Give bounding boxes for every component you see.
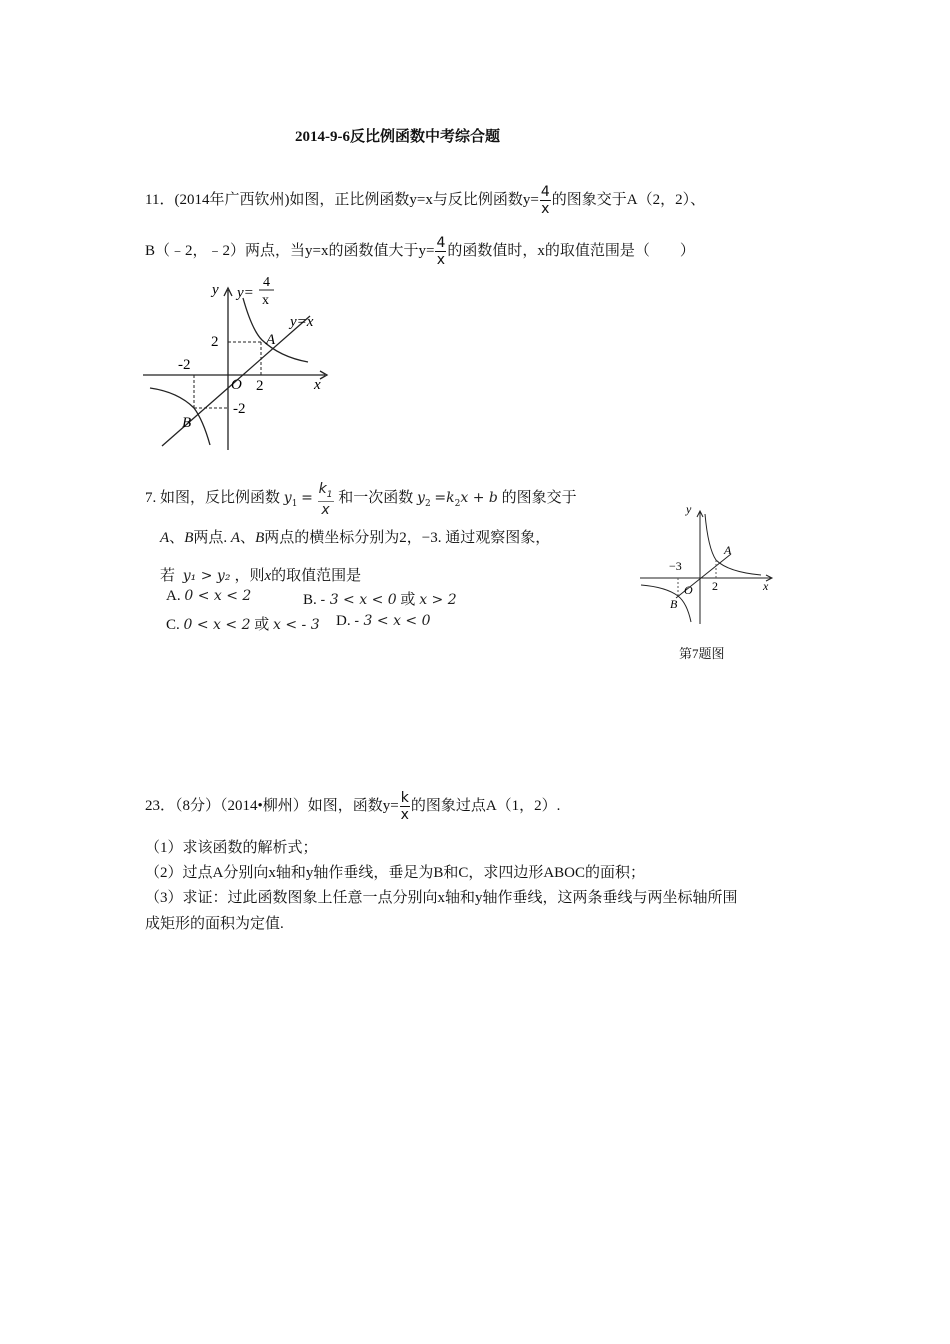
q11-line-1 [145, 185, 705, 216]
q7-option-b-math-2: x > 2 [419, 592, 457, 608]
q7-label-x: x [763, 579, 769, 593]
q11-label-x: x [314, 377, 321, 393]
q11-fraction-1 [540, 185, 551, 216]
q11-label-line: y=x [290, 314, 314, 330]
q23-frac-num: k [400, 790, 409, 806]
q7-k2-sub: 2 [454, 498, 461, 509]
q7-option-b-math-1: - 3 < x < 0 [320, 592, 397, 608]
q7-eq2: = [434, 489, 447, 506]
q11-label-2y: 2 [211, 334, 219, 350]
q7-text-3c: 的取值范围是 [271, 568, 362, 584]
q11-label-func-prefix: y= [237, 285, 254, 301]
q7-line-2 [160, 526, 550, 547]
q7-line-1 [145, 482, 577, 517]
q11-graph [140, 270, 340, 455]
q7-hyperbola-upper [705, 514, 761, 575]
q7-text-1b: 和一次函数 [338, 489, 414, 506]
q23-line-1 [145, 791, 560, 822]
q7-option-d-math: - 3 < x < 0 [354, 613, 431, 629]
q7-inequality: y₁ > y₂ [182, 568, 231, 584]
q23-part-1: （1）求该函数的解析式； [145, 840, 318, 856]
q7-point-A: A [160, 530, 170, 546]
q7-option-c-math-2: x < - 3 [273, 617, 320, 633]
q7-option-b-or: 或 [400, 592, 416, 608]
q11-text-2a: B（﹣2，﹣2）两点，当y=x的函数值大于y= [145, 242, 435, 259]
q11-label-O: O [231, 377, 242, 393]
page-title: 2014-9-6反比例函数中考综合题 [295, 129, 500, 145]
q7-k1-sub: 1 [326, 489, 333, 500]
q7-text-2d: 两点的横坐标分别为2，−3. 通过观察图象， [264, 530, 551, 546]
q7-fraction [318, 482, 334, 517]
q23-text-1b: 的图象过点A（1，2）. [410, 797, 561, 814]
q7-option-c-or: 或 [254, 617, 270, 633]
q11-fraction-2 [435, 236, 446, 267]
q7-point-B2: B [255, 530, 265, 546]
q7-point-B: B [184, 530, 194, 546]
q7-point-A2: A [230, 530, 241, 546]
q11-label-func-num: 4 [263, 275, 270, 290]
q7-option-a [166, 588, 251, 605]
q11-label-y: y [212, 282, 219, 298]
q7-label-O: O [684, 583, 693, 597]
q7-label-2: 2 [712, 579, 718, 593]
q7-option-d [336, 613, 431, 630]
q7-text-3x: x [264, 568, 272, 584]
q7-label-neg3: −3 [669, 559, 682, 573]
q7-option-c [166, 613, 320, 634]
q7-figure-caption: 第7题图 [679, 646, 725, 661]
q7-frac-num [318, 482, 334, 502]
q11-label-func-den: x [262, 293, 269, 308]
q7-option-b-label: B. [303, 592, 317, 608]
q11-label-2x: 2 [256, 378, 264, 394]
q11-label-neg2x: -2 [178, 357, 191, 373]
q23-part-2: （2）过点A分别向x轴和y轴作垂线，垂足为B和C，求四边形ABOC的面积； [145, 865, 646, 881]
q23-part-4: 成矩形的面积为定值. [145, 916, 284, 932]
q23-fraction [400, 791, 410, 822]
q11-hyperbola-upper [243, 298, 308, 362]
q7-plus-b: + b [468, 489, 498, 506]
q7-option-a-math: 0 < x < 2 [184, 588, 252, 604]
q7-text-3b: ，则 [234, 568, 265, 584]
q11-hyperbola-lower [150, 388, 210, 445]
q7-text-2c: 、 [240, 530, 256, 546]
q7-y2-sub: 2 [424, 498, 431, 509]
q7-text-2a: 、 [169, 530, 185, 546]
q7-option-d-label: D. [336, 613, 351, 629]
q7-text-3a: 若 [160, 568, 176, 584]
q11-text-1b: 的图象交于A（2，2）、 [551, 191, 706, 208]
q7-option-c-math-1: 0 < x < 2 [183, 617, 251, 633]
q7-y1: y [283, 489, 292, 506]
q7-eq: = [301, 489, 313, 506]
q7-text-2b: 两点. [193, 530, 231, 546]
q11-frac-num: 4 [540, 184, 550, 200]
q7-label-y: y [686, 502, 692, 516]
q11-frac2-num: 4 [436, 235, 446, 251]
q7-text-1a: 7. 如图，反比例函数 [145, 489, 281, 506]
q11-frac2-den: x [436, 252, 446, 268]
q7-k1: k [318, 481, 327, 497]
q11-label-B: B [182, 415, 192, 431]
q11-text-2b: 的函数值时，x的取值范围是（ ） [447, 242, 695, 259]
q7-k2: k [446, 489, 455, 506]
q11-label-A: A [266, 332, 276, 348]
q7-text-1c: 的图象交于 [501, 489, 577, 506]
q23-frac-den: x [400, 807, 409, 823]
q23-text-1a: 23．（8分）（2014•柳州）如图，函数y= [145, 797, 399, 814]
q7-option-b [303, 588, 457, 609]
q7-y1-sub: 1 [291, 498, 298, 509]
q7-x2: x [460, 489, 469, 506]
q7-label-A: A [724, 543, 732, 557]
q7-option-c-label: C. [166, 617, 180, 633]
q23-part-3: （3）求证：过此函数图象上任意一点分别向x轴和y轴作垂线，这两条垂线与两坐标轴所围 [145, 890, 738, 906]
q11-text-1a: 11．(2014年广西钦州)如图，正比例函数y=x与反比例函数y= [145, 191, 539, 208]
q7-frac-den: x [321, 501, 330, 518]
q11-line-2 [145, 236, 695, 267]
q7-option-a-label: A. [166, 588, 181, 604]
q7-graph [636, 498, 781, 628]
q7-line-3 [160, 564, 361, 585]
q7-label-B: B [670, 597, 678, 611]
q11-frac-den: x [541, 201, 550, 217]
q11-label-neg2y: -2 [233, 401, 246, 417]
q7-y2: y [417, 489, 425, 506]
